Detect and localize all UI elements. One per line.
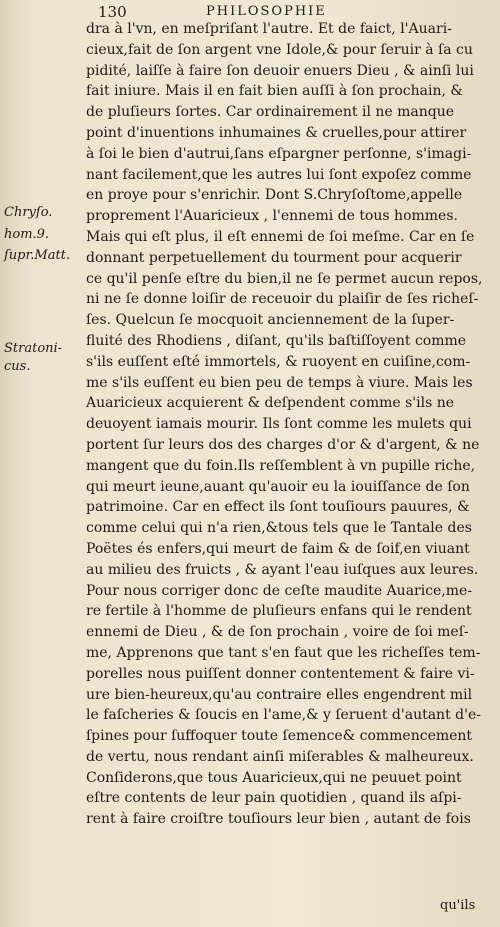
text-line: ſes. Quelcun ſe mocquoit anciennement de la ſuper- xyxy=(86,312,455,329)
margin-note-homily: hom.9. xyxy=(4,227,50,242)
margin-note-stratonicus-cont: cus. xyxy=(4,359,31,374)
text-line: point d'inuentions inhumaines & cruelles,pour attirer xyxy=(86,124,467,141)
text-line: rent à faire croiſtre touſiours leur bien , autant de fois xyxy=(86,811,471,828)
text-line: proprement l'Auaricieux , l'ennemi de tous hommes. xyxy=(86,208,458,225)
text-line: ennemi de Dieu , & de ſon prochain , voire de ſoi meſ- xyxy=(86,624,469,641)
text-line: eſtre contents de leur pain quotidien , quand ils aſpi- xyxy=(86,790,462,807)
text-line: de vertu, nous rendant ainſi miſerables & malheureux. xyxy=(86,748,474,765)
text-line: deuoyent iamais mourir. Ils ſont comme les mulets qui xyxy=(86,416,472,433)
text-line: à ſoi le bien d'autrui,ſans eſpargner perſonne, s'imagi- xyxy=(86,145,472,162)
catchword: qu'ils xyxy=(440,898,476,913)
text-line: fait iniure. Mais il en fait bien auſſi à ſon prochain, & xyxy=(86,83,463,100)
text-line: nant facilement,que les autres lui ſont expoſez comme xyxy=(86,166,472,183)
text-line: re fertile à l'homme de pluſieurs enfans qui le rendent xyxy=(86,603,472,620)
text-line: Poëtes és enfers,qui meurt de faim & de ſoif,en viuant xyxy=(86,540,470,557)
text-line: au milieu des fruicts , & ayant l'eau iuſques aux leures. xyxy=(86,561,479,578)
text-line: de pluſieurs ſortes. Car ordinairement il ne manque xyxy=(86,104,455,121)
margin-note-matthew: ſupr.Matt. xyxy=(4,248,71,263)
running-head: PHILOSOPHIE xyxy=(206,4,327,19)
text-line: donnant perpetuellement du tourment pour acquerir xyxy=(86,249,462,266)
text-line: le faſcheries & ſoucis en l'ame,& y ſeruent d'autant d'e- xyxy=(86,707,481,724)
body-text xyxy=(86,19,490,830)
text-line: ſpines pour ſuffoquer toute ſemence& commencement xyxy=(86,728,473,745)
margin-note-chrysostom: Chryſo. xyxy=(4,205,53,220)
text-line: me s'ils euſſent eu bien peu de temps à viure. Mais les xyxy=(86,374,473,391)
text-line: patrimoine. Car en effect ils ſont touſiours pauures, & xyxy=(86,499,470,516)
text-line: s'ils euſſent eſté immortels, & ruoyent en cuiſine,com- xyxy=(86,353,471,370)
text-line: fluité des Rhodiens , diſant, qu'ils baſtiſſoyent comme xyxy=(86,332,467,349)
text-line: Pour nous corriger donc de ceſte maudite Auarice,me- xyxy=(86,582,473,599)
text-line: cieux,fait de ſon argent vne Idole,& pour ſeruir à ſa cu xyxy=(86,41,473,58)
text-line: ce qu'il penſe eſtre du bien,il ne ſe permet aucun repos, xyxy=(86,270,483,287)
text-line: Conſiderons,que tous Auaricieux,qui ne peuuet point xyxy=(86,769,462,786)
text-line: pidité, laiſſe à faire ſon deuoir enuers Dieu , & ainſi lui xyxy=(86,62,474,79)
text-line: comme celui qui n'a rien,&tous tels que le Tantale des xyxy=(86,520,472,537)
text-line: qui meurt ieune,auant qu'auoir eu la iouiſſance de ſon xyxy=(86,478,470,495)
text-line: en proye pour s'enrichir. Dont S.Chryſoſtome,appelle xyxy=(86,187,463,204)
text-line: Mais qui eſt plus, il eſt ennemi de ſoi meſme. Car en ſe xyxy=(86,228,475,245)
text-line: ure bien-heureux,qu'au contraire elles engendrent mil xyxy=(86,686,473,703)
page-number: 130 xyxy=(98,3,127,21)
text-line: porelles nous puiſſent donner contentement & faire vi- xyxy=(86,665,475,682)
text-line: mangent que du foin.Ils reſſemblent à vn pupille riche, xyxy=(86,457,476,474)
text-line: dra à l'vn, en meſpriſant l'autre. Et de faict, l'Auari- xyxy=(86,21,452,37)
text-line: Auaricieux acquierent & deſpendent comme s'ils ne xyxy=(86,395,455,412)
text-line: ni ne ſe donne loiſir de receuoir du plaiſir de ſes richeſ- xyxy=(86,291,479,308)
text-line: portent ſur leurs dos des charges d'or & d'argent, & ne xyxy=(86,436,480,453)
text-line: me, Apprenons que tant s'en faut que les richeſſes tem- xyxy=(86,644,481,661)
margin-note-stratonicus: Stratoni- xyxy=(4,341,63,356)
